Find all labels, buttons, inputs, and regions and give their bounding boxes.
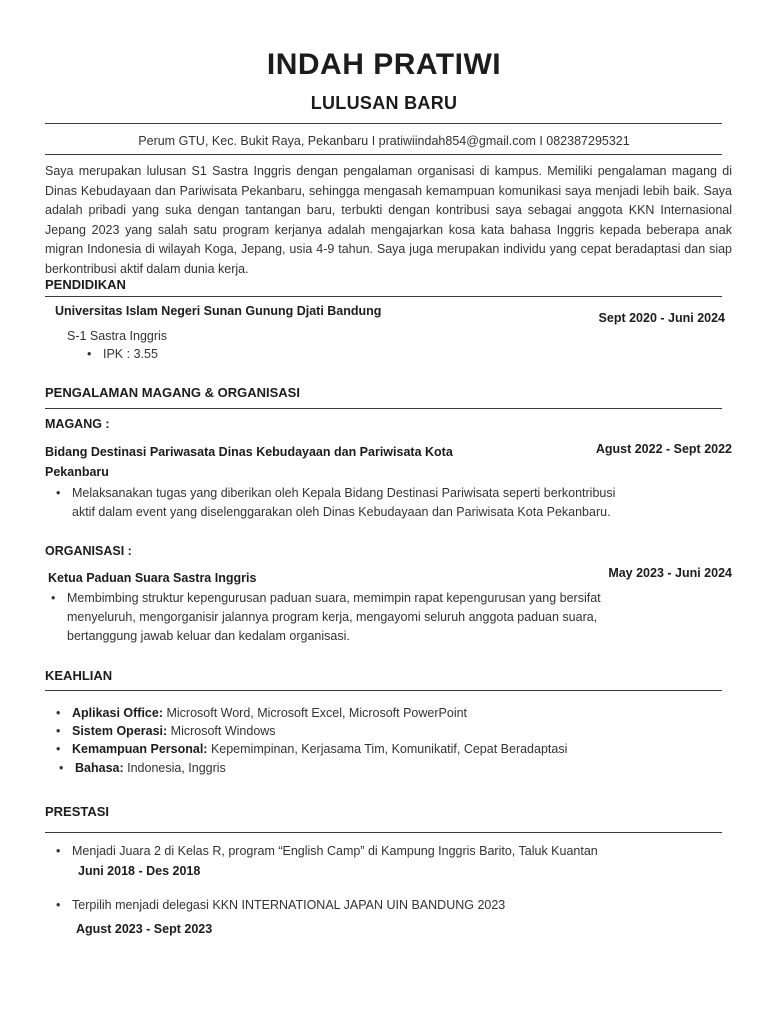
internship-desc-line2: aktif dalam event yang diselenggarakan oleh Dinas Kebudayaan dan Pariwisata Kota Pekanbaru. [72, 505, 611, 519]
skill-item [72, 740, 567, 759]
organization-description [67, 589, 601, 646]
skill-item [75, 759, 226, 778]
candidate-role: LULUSAN BARU [310, 93, 458, 113]
achievement-date: Agust 2023 - Sept 2023 [76, 922, 213, 936]
skill-label: Aplikasi Office: [72, 706, 163, 720]
organization-desc-line3: bertanggung jawab keluar dan kedalam organisasi. [67, 629, 350, 643]
skill-item [72, 722, 276, 741]
skill-label: Sistem Operasi: [72, 724, 168, 738]
internship-role-line2: Pekanbaru [45, 465, 109, 479]
education-gpa: • IPK : 3.55 [103, 345, 158, 364]
education-institution: Universitas Islam Negeri Sunan Gunung Djati Bandung [55, 304, 382, 318]
internship-label: MAGANG : [45, 417, 110, 431]
skill-item [72, 704, 467, 723]
achievements-heading: PRESTASI [45, 804, 110, 819]
skill-label: Kemampuan Personal: [72, 742, 208, 756]
experience-heading: PENGALAMAN MAGANG & ORGANISASI [45, 385, 300, 400]
organization-desc-line2: menyeluruh, mengorganisir jalannya program kerja, mengayomi seluruh anggota paduan suara, [67, 610, 598, 624]
skill-value: Microsoft Word, Microsoft Excel, Microsoft PowerPoint [163, 706, 468, 720]
internship-desc-line1: • Melaksanakan tugas yang diberikan oleh Kepala Bidang Destinasi Pariwisata seperti berkontribusi [72, 486, 616, 500]
internship-description [72, 484, 615, 522]
organization-date: May 2023 - Juni 2024 [608, 566, 732, 580]
contact-divider [45, 154, 722, 155]
education-degree: S-1 Sastra Inggris [67, 329, 168, 343]
skill-label: Bahasa: [75, 761, 124, 775]
skills-heading: KEAHLIAN [45, 668, 113, 683]
skill-value: Microsoft Windows [167, 724, 276, 738]
contact-info: Perum GTU, Kec. Bukit Raya, Pekanbaru I pratiwiindah854@gmail.com I 082387295321 [138, 134, 630, 148]
organization-role: Ketua Paduan Suara Sastra Inggris [48, 571, 257, 585]
skill-value: Indonesia, Inggris [123, 761, 226, 775]
header-divider [45, 123, 722, 124]
internship-date: Agust 2022 - Sept 2022 [595, 442, 732, 456]
organization-label: ORGANISASI : [45, 544, 132, 558]
achievements-divider [45, 832, 722, 833]
internship-role-line1: Bidang Destinasi Pariwasata Dinas Kebudayaan dan Pariwisata Kota [45, 445, 453, 459]
internship-role [45, 442, 453, 482]
education-date: Sept 2020 - Juni 2024 [598, 311, 725, 325]
candidate-name: INDAH PRATIWI [266, 48, 502, 81]
profile-summary: Saya merupakan lulusan S1 Sastra Inggris dengan pengalaman organisasi di kampus. Memiliki pengalaman magang di Dinas Kebudayaan dan Pariwisata Pekanbaru, sehingga mengasah kemampuan komunikasi saya menjadi lebih baik. Saya adalah pribadi yang suka dengan tantangan baru, terbukti dengan kontribusi saya sebagai anggota KKN Internasional Jepang 2023 yang salah satu program kerjanya adalah mengajarkan kosa kata bahasa Inggris kepada beberapa anak migran Indonesia di wilayah Koga, Jepang, usia 4-9 tahun. Saya juga merupakan individu yang cepat beradaptasi dan siap berkontribusi aktif dalam dunia kerja. [45, 164, 732, 276]
skill-value: Kepemimpinan, Kerjasama Tim, Komunikatif, Cepat Beradaptasi [207, 742, 568, 756]
experience-divider [45, 408, 722, 409]
organization-desc-line1: • Membimbing struktur kepengurusan paduan suara, memimpin rapat kepengurusan yang bersifat [67, 591, 601, 605]
skills-divider [45, 690, 722, 691]
education-heading: PENDIDIKAN [45, 277, 126, 292]
achievement-item: • Menjadi Juara 2 di Kelas R, program “English Camp” di Kampung Inggris Barito, Taluk Kuantan [72, 842, 598, 861]
achievement-date: Juni 2018 - Des 2018 [78, 864, 201, 878]
education-divider [45, 296, 722, 297]
achievement-item: • Terpilih menjadi delegasi KKN INTERNATIONAL JAPAN UIN BANDUNG 2023 [72, 896, 505, 915]
